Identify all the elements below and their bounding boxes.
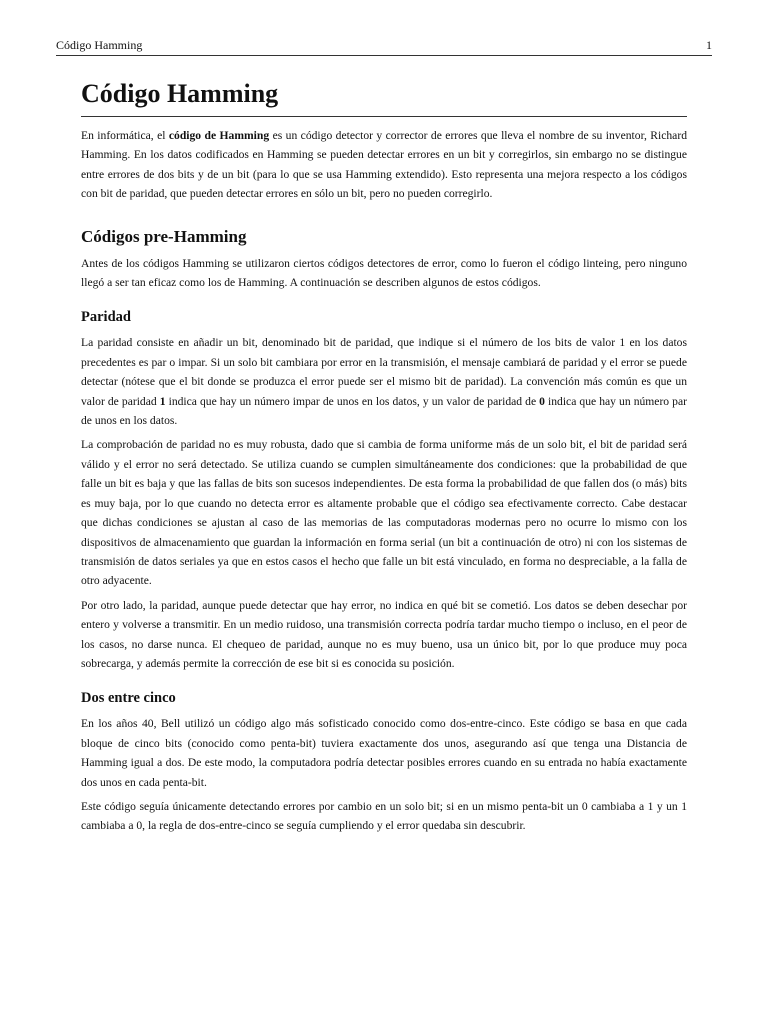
page-number: 1 xyxy=(706,38,712,52)
intro-paragraph xyxy=(81,126,687,204)
paridad-bold-one: 1 xyxy=(159,394,166,408)
section-heading-pre-hamming: Códigos pre-Hamming xyxy=(81,226,247,246)
paridad-paragraph-1 xyxy=(81,333,687,430)
page-title: Código Hamming xyxy=(81,78,687,117)
paridad-text-e: indica que hay un número par de unos en los datos. xyxy=(81,394,687,428)
paridad-paragraph-3: Por otro lado, la paridad, aunque puede detectar que hay error, no indica en qué bit se cometió. Los datos se deben desechar por entero y volverse a transmitir. En un medio ruidoso, una transmisión correcta podría tardar mucho tiempo o incluso, en el peor de los casos, no darse nunca. El chequeo de paridad, aunque no es muy bueno, usa un único bit, por lo que produce muy poca sobrecarga, y además permite la corrección de ese bit si es conocida su posición. xyxy=(81,598,687,670)
intro-text-a: En informática, el xyxy=(81,129,169,142)
dos-entre-cinco-paragraph-2: Este código seguía únicamente detectando errores por cambio en un solo bit; si en un mismo penta-bit un 0 cambiaba a 1 y un 1 cambiaba a 0, la regla de dos-entre-cinco se seguía cumpliendo y el error quedaba sin descubrir. xyxy=(81,799,687,833)
dos-entre-cinco-paragraph-1: En los años 40, Bell utilizó un código algo más sofisticado conocido como dos-entre-cinco. Este código se basa en que cada bloque de cinco bits (conocido como penta-bit) tuviera exactamente dos unos, asegurando así que tenga una Distancia de Hamming igual a dos. De este modo, la computadora podría detectar posibles errores cuando en su entrada no había exactamente dos unos en cada penta-bit. xyxy=(81,717,687,789)
pre-hamming-paragraph: Antes de los códigos Hamming se utilizaron ciertos códigos detectores de error, como lo fueron el código linteing, pero ninguno llegó a ser tan eficaz como los de Hamming. A continuación se describen algunos de estos códigos. xyxy=(81,256,687,290)
paridad-bold-zero: 0 xyxy=(539,394,545,408)
running-header xyxy=(56,37,712,56)
subsection-heading-paridad: Paridad xyxy=(81,309,131,326)
paridad-text-a: La paridad consiste en añadir un bit, denominado bit de paridad, que indique si el número de los bits de valor 1 en los datos precedentes es par o impar. Si un solo bit cambiara por error en la transmisión, el mensaje cambiará de paridad y el error se puede detectar (nótese que el bit donde se produzca el error puede ser el mismo bit de paridad). La convención más común es que un valor de paridad xyxy=(81,336,687,408)
paridad-text-c: indica que hay un número impar de unos en los datos, y un valor de paridad de xyxy=(165,394,540,408)
paridad-paragraph-2: La comprobación de paridad no es muy robusta, dado que si cambia de forma uniforme más de un solo bit, el bit de paridad será válido y el error no será detectado. Se utiliza cuando se cumplen simultáneamente dos condiciones: que la probabilidad de que falle un bit es baja y que las fallas de bits son sucesos independientes. De esta forma la probabilidad de que fallen dos (o más) bits es muy baja, por lo que cuando no detecta error es altamente probable que el código sea efectivamente correcto. Cabe destacar que dichas condiciones se ajustan al caso de las memorias de las computadoras modernas pero no ocurre lo mismo con los dispositivos de almacenamiento que guardan la información en forma serial (un bit a continuación de otro) ni con los sistemas de transmisión de datos seriales ya que en estos casos el hecho que falle un bit está vinculado, en forma no despreciable, a la falla de otro adyacente. xyxy=(81,438,687,588)
article-body xyxy=(81,78,687,841)
subsection-heading-dos-entre-cinco: Dos entre cinco xyxy=(81,690,176,707)
intro-bold-term: código de Hamming xyxy=(168,129,270,142)
running-header-title: Código Hamming xyxy=(56,38,143,52)
intro-text-c: es un código detector y corrector de errores que lleva el nombre de su inventor, Richard Hamming. En los datos codificados en Hamming se pueden detectar errores en un bit y corregirlos, sin embargo no se distingue entre errores de dos bits y de un bit (para lo que se usa Hamming extendido). Esto representa una mejora respecto a los códigos con bit de paridad, que pueden detectar errores en sólo un bit, pero no pueden corregirlo. xyxy=(81,129,687,201)
